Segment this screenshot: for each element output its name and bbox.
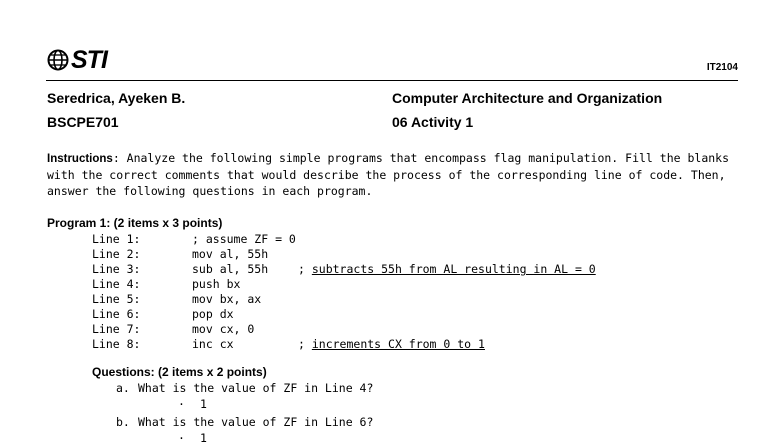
comment-prefix: ; — [298, 262, 312, 276]
question-marker: b. — [116, 415, 130, 429]
line-comment — [298, 337, 485, 351]
question-text: What is the value of ZF in Line 4? — [138, 381, 374, 395]
line-label: Line 3: — [92, 262, 141, 276]
line-code: inc cx — [192, 337, 234, 351]
line-label: Line 7: — [92, 322, 141, 336]
line-label: Line 1: — [92, 232, 141, 246]
instructions-label: Instructions — [47, 153, 113, 165]
question-answer: 1 — [200, 431, 207, 445]
line-code: pop dx — [192, 307, 234, 321]
answer-bullet: · — [178, 397, 185, 411]
line8-answer: increments CX from 0 to 1 — [311, 337, 485, 351]
line-label: Line 6: — [92, 307, 141, 321]
line-code: ; assume ZF = 0 — [192, 232, 296, 246]
instructions-text: : Analyze the following simple programs that encompass flag manipulation. Fill the blanks with the correct comments that would describe the process of the corresponding line of code. Then, answer the following questions in each program. — [47, 151, 730, 198]
line3-answer: subtracts 55h from AL resulting in AL = 0 — [311, 262, 596, 276]
course-title: Computer Architecture and Organization — [392, 90, 663, 106]
line-label: Line 2: — [92, 247, 141, 261]
student-program: BSCPE701 — [47, 114, 119, 130]
question-marker: a. — [116, 381, 130, 395]
student-name: Seredrica, Ayeken B. — [47, 90, 186, 106]
activity-title: 06 Activity 1 — [392, 114, 474, 130]
answer-bullet: · — [178, 431, 185, 445]
instructions-paragraph — [47, 150, 747, 199]
sti-logo — [47, 46, 107, 74]
questions-title: Questions: (2 items x 2 points) — [92, 365, 267, 379]
line-comment — [298, 262, 596, 276]
line-code: mov bx, ax — [192, 292, 262, 306]
line-label: Line 4: — [92, 277, 141, 291]
doc-code: IT2104 — [706, 62, 738, 73]
line-label: Line 8: — [92, 337, 141, 351]
logo-text: STI — [71, 45, 107, 74]
header-divider — [46, 80, 738, 81]
comment-prefix: ; — [298, 337, 312, 351]
line-code: sub al, 55h — [192, 262, 269, 276]
line-label: Line 5: — [92, 292, 141, 306]
line-code: mov al, 55h — [192, 247, 269, 261]
question-text: What is the value of ZF in Line 6? — [138, 415, 374, 429]
line-code: push bx — [192, 277, 241, 291]
line-code: mov cx, 0 — [192, 322, 255, 336]
program1-title: Program 1: (2 items x 3 points) — [47, 216, 223, 230]
globe-icon — [47, 49, 69, 71]
question-answer: 1 — [200, 397, 207, 411]
